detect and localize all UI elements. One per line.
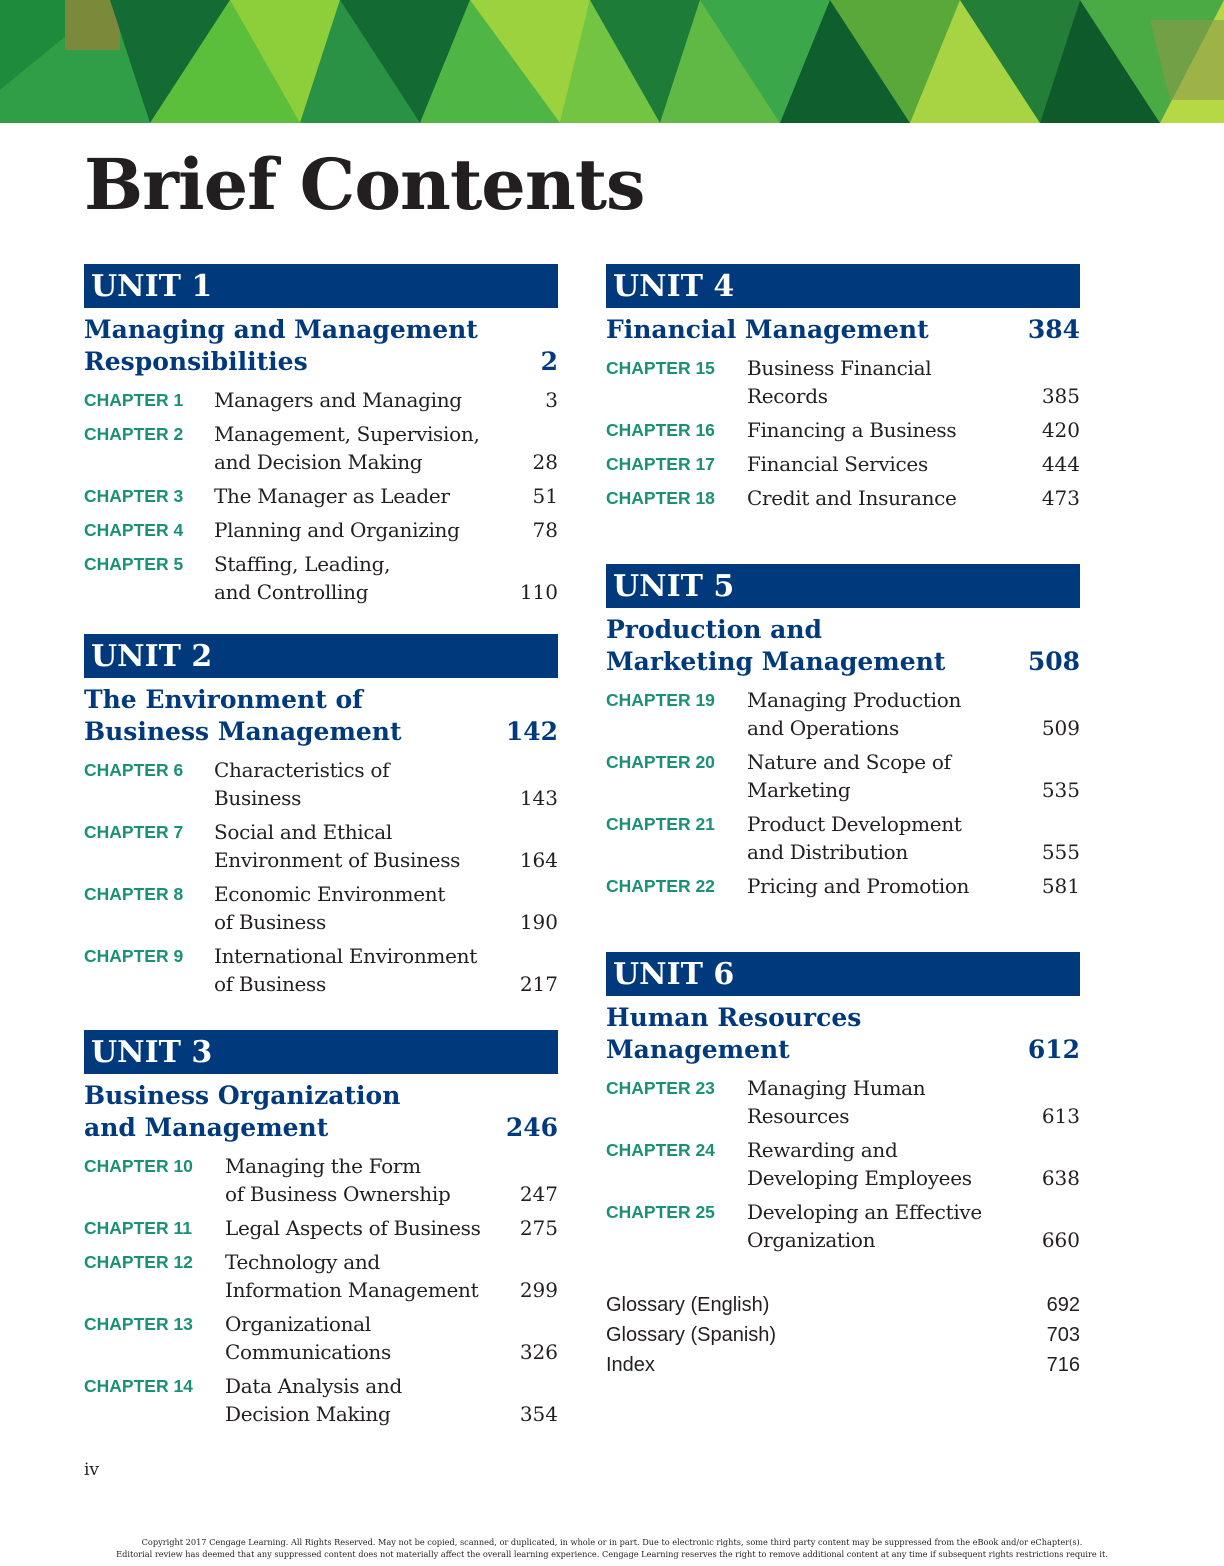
back-matter-item[interactable] bbox=[606, 1320, 1080, 1350]
unit-label: UNIT 1 bbox=[84, 264, 558, 308]
chapter-title: Managers and Managing bbox=[214, 388, 462, 412]
unit-6 bbox=[606, 952, 1080, 1260]
chapter-row[interactable] bbox=[84, 386, 558, 414]
unit-heading bbox=[84, 1080, 558, 1144]
chapter-label: CHAPTER 17 bbox=[606, 454, 715, 474]
chapter-title: Managing the Form of Business Ownership bbox=[225, 1154, 451, 1206]
unit-label: UNIT 5 bbox=[606, 564, 1080, 608]
chapter-title: Pricing and Promotion bbox=[747, 874, 970, 898]
chapter-label: CHAPTER 19 bbox=[606, 690, 715, 710]
back-matter-page: 703 bbox=[1046, 1324, 1080, 1346]
unit-page: 612 bbox=[1027, 1035, 1080, 1064]
back-matter-page: 716 bbox=[1046, 1354, 1080, 1376]
chapter-title: Nature and Scope of Marketing bbox=[747, 750, 951, 802]
chapter-row[interactable] bbox=[606, 354, 1080, 410]
chapter-row[interactable] bbox=[606, 1136, 1080, 1192]
chapter-title: Planning and Organizing bbox=[214, 518, 460, 542]
copyright-line: Copyright 2017 Cengage Learning. All Rights Reserved. May not be copied, scanned, or duplicated, in whole or in part. Due to electronic rights, some third party content may be suppressed from the eBook and/or eChapter(s). bbox=[141, 1537, 1083, 1547]
unit-3 bbox=[84, 1030, 558, 1434]
chapter-page: 28 bbox=[532, 450, 558, 474]
chapter-row[interactable] bbox=[84, 1214, 558, 1242]
chapter-label: CHAPTER 21 bbox=[606, 814, 715, 834]
unit-title: Business Organization and Management bbox=[84, 1081, 401, 1142]
chapter-label: CHAPTER 9 bbox=[84, 946, 184, 966]
chapter-page: 326 bbox=[519, 1340, 558, 1364]
chapter-list bbox=[84, 1152, 558, 1428]
back-matter-item[interactable] bbox=[606, 1290, 1080, 1320]
unit-page: 384 bbox=[1027, 315, 1080, 344]
unit-heading bbox=[84, 314, 558, 378]
chapter-row[interactable] bbox=[84, 880, 558, 936]
chapter-title: Financing a Business bbox=[747, 418, 957, 442]
unit-heading bbox=[84, 684, 558, 748]
chapter-page: 660 bbox=[1041, 1228, 1080, 1252]
chapter-title: Financial Services bbox=[747, 452, 928, 476]
chapter-list bbox=[84, 756, 558, 998]
chapter-label: CHAPTER 24 bbox=[606, 1140, 715, 1160]
back-matter-item[interactable] bbox=[606, 1350, 1080, 1380]
chapter-list bbox=[606, 354, 1080, 512]
chapter-title: Managing Human Resources bbox=[747, 1076, 926, 1128]
chapter-row[interactable] bbox=[606, 1074, 1080, 1130]
chapter-title: Developing an Effective Organization bbox=[747, 1200, 982, 1252]
chapter-label: CHAPTER 11 bbox=[84, 1218, 192, 1238]
chapter-title: Staffing, Leading, and Controlling bbox=[214, 552, 391, 604]
unit-heading bbox=[606, 614, 1080, 678]
chapter-row[interactable] bbox=[606, 810, 1080, 866]
back-matter-page: 692 bbox=[1046, 1294, 1080, 1316]
page-title: Brief Contents bbox=[84, 143, 645, 226]
chapter-page: 164 bbox=[519, 848, 558, 872]
chapter-page: 51 bbox=[532, 484, 558, 508]
chapter-title: International Environment of Business bbox=[214, 944, 477, 996]
chapter-label: CHAPTER 1 bbox=[84, 390, 184, 410]
unit-1 bbox=[84, 264, 558, 612]
chapter-title: Organizational Communications bbox=[225, 1312, 391, 1364]
unit-5 bbox=[606, 564, 1080, 906]
chapter-row[interactable] bbox=[84, 1248, 558, 1304]
chapter-row[interactable] bbox=[84, 1152, 558, 1208]
unit-title: Production and Marketing Management bbox=[606, 615, 946, 676]
chapter-page: 473 bbox=[1041, 486, 1080, 510]
unit-4 bbox=[606, 264, 1080, 518]
chapter-label: CHAPTER 22 bbox=[606, 876, 715, 896]
page-number: iv bbox=[84, 1460, 100, 1480]
unit-label: UNIT 2 bbox=[84, 634, 558, 678]
chapter-row[interactable] bbox=[606, 1198, 1080, 1254]
chapter-row[interactable] bbox=[606, 748, 1080, 804]
chapter-row[interactable] bbox=[84, 482, 558, 510]
chapter-row[interactable] bbox=[84, 550, 558, 606]
chapter-title: Data Analysis and Decision Making bbox=[225, 1374, 403, 1426]
chapter-label: CHAPTER 5 bbox=[84, 554, 184, 574]
chapter-page: 190 bbox=[519, 910, 558, 934]
chapter-label: CHAPTER 12 bbox=[84, 1252, 193, 1272]
chapter-label: CHAPTER 8 bbox=[84, 884, 184, 904]
chapter-row[interactable] bbox=[606, 416, 1080, 444]
chapter-row[interactable] bbox=[84, 1372, 558, 1428]
chapter-list bbox=[84, 386, 558, 606]
chapter-row[interactable] bbox=[84, 1310, 558, 1366]
chapter-page: 247 bbox=[519, 1182, 558, 1206]
chapter-label: CHAPTER 10 bbox=[84, 1156, 193, 1176]
unit-label: UNIT 4 bbox=[606, 264, 1080, 308]
chapter-row[interactable] bbox=[84, 942, 558, 998]
chapter-title: Legal Aspects of Business bbox=[225, 1216, 481, 1240]
chapter-label: CHAPTER 7 bbox=[84, 822, 184, 842]
chapter-row[interactable] bbox=[84, 516, 558, 544]
chapter-label: CHAPTER 14 bbox=[84, 1376, 193, 1396]
chapter-page: 509 bbox=[1041, 716, 1080, 740]
chapter-row[interactable] bbox=[606, 686, 1080, 742]
chapter-page: 275 bbox=[519, 1216, 558, 1240]
unit-heading bbox=[606, 314, 1080, 346]
copyright-notice bbox=[0, 1536, 1224, 1560]
chapter-title: Social and Ethical Environment of Business bbox=[214, 820, 461, 872]
chapter-title: Management, Supervision, and Decision Making bbox=[214, 422, 480, 474]
chapter-page: 217 bbox=[519, 972, 558, 996]
back-matter-title: Glossary (Spanish) bbox=[606, 1324, 777, 1346]
chapter-page: 444 bbox=[1041, 452, 1080, 476]
chapter-label: CHAPTER 25 bbox=[606, 1202, 715, 1222]
chapter-row[interactable] bbox=[84, 420, 558, 476]
chapter-title: Economic Environment of Business bbox=[214, 882, 446, 934]
chapter-title: Technology and Information Management bbox=[225, 1250, 479, 1302]
unit-page: 142 bbox=[505, 717, 558, 746]
chapter-label: CHAPTER 13 bbox=[84, 1314, 193, 1334]
unit-title: Managing and Management Responsibilities bbox=[84, 315, 478, 376]
chapter-title: Managing Production and Operations bbox=[747, 688, 962, 740]
chapter-title: Rewarding and Developing Employees bbox=[747, 1138, 972, 1190]
chapter-page: 143 bbox=[519, 786, 558, 810]
unit-page: 508 bbox=[1027, 647, 1080, 676]
chapter-label: CHAPTER 20 bbox=[606, 752, 715, 772]
chapter-row[interactable] bbox=[84, 756, 558, 812]
chapter-page: 613 bbox=[1041, 1104, 1080, 1128]
unit-2 bbox=[84, 634, 558, 1004]
back-matter-list bbox=[606, 1290, 1080, 1380]
chapter-label: CHAPTER 18 bbox=[606, 488, 715, 508]
copyright-line: Editorial review has deemed that any suppressed content does not materially affect the overall learning experience. Cengage Learning reserves the right to remove additional content at any time if subsequent rights restrictions require it. bbox=[116, 1549, 1108, 1559]
chapter-row[interactable] bbox=[84, 818, 558, 874]
unit-page: 246 bbox=[505, 1113, 558, 1142]
header-banner bbox=[0, 0, 1224, 123]
back-matter-title: Index bbox=[606, 1354, 655, 1376]
unit-title: Financial Management bbox=[606, 315, 929, 344]
chapter-title: Business Financial Records bbox=[747, 356, 932, 408]
chapter-page: 420 bbox=[1041, 418, 1080, 442]
chapter-row[interactable] bbox=[606, 872, 1080, 900]
unit-title: The Environment of Business Management bbox=[84, 685, 402, 746]
chapter-list bbox=[606, 686, 1080, 900]
chapter-label: CHAPTER 15 bbox=[606, 358, 715, 378]
chapter-label: CHAPTER 23 bbox=[606, 1078, 715, 1098]
chapter-label: CHAPTER 6 bbox=[84, 760, 184, 780]
chapter-title: The Manager as Leader bbox=[214, 484, 450, 508]
unit-title: Human Resources Management bbox=[606, 1003, 862, 1064]
chapter-page: 581 bbox=[1041, 874, 1080, 898]
chapter-page: 78 bbox=[532, 518, 558, 542]
chapter-list bbox=[606, 1074, 1080, 1254]
chapter-label: CHAPTER 16 bbox=[606, 420, 715, 440]
chapter-page: 299 bbox=[519, 1278, 558, 1302]
green-triangle-pattern bbox=[0, 0, 1224, 123]
unit-label: UNIT 6 bbox=[606, 952, 1080, 996]
chapter-label: CHAPTER 3 bbox=[84, 486, 184, 506]
chapter-page: 354 bbox=[519, 1402, 558, 1426]
chapter-row[interactable] bbox=[606, 450, 1080, 478]
chapter-title: Product Development and Distribution bbox=[747, 812, 962, 864]
chapter-page: 555 bbox=[1041, 840, 1080, 864]
chapter-page: 638 bbox=[1041, 1166, 1080, 1190]
unit-heading bbox=[606, 1002, 1080, 1066]
chapter-page: 385 bbox=[1041, 384, 1080, 408]
chapter-title: Characteristics of Business bbox=[214, 758, 390, 810]
chapter-page: 3 bbox=[545, 388, 558, 412]
unit-label: UNIT 3 bbox=[84, 1030, 558, 1074]
unit-page: 2 bbox=[540, 347, 558, 376]
back-matter-title: Glossary (English) bbox=[606, 1294, 770, 1316]
chapter-label: CHAPTER 2 bbox=[84, 424, 184, 444]
chapter-row[interactable] bbox=[606, 484, 1080, 512]
chapter-label: CHAPTER 4 bbox=[84, 520, 184, 540]
chapter-page: 110 bbox=[519, 580, 558, 604]
chapter-title: Credit and Insurance bbox=[747, 486, 957, 510]
chapter-page: 535 bbox=[1041, 778, 1080, 802]
